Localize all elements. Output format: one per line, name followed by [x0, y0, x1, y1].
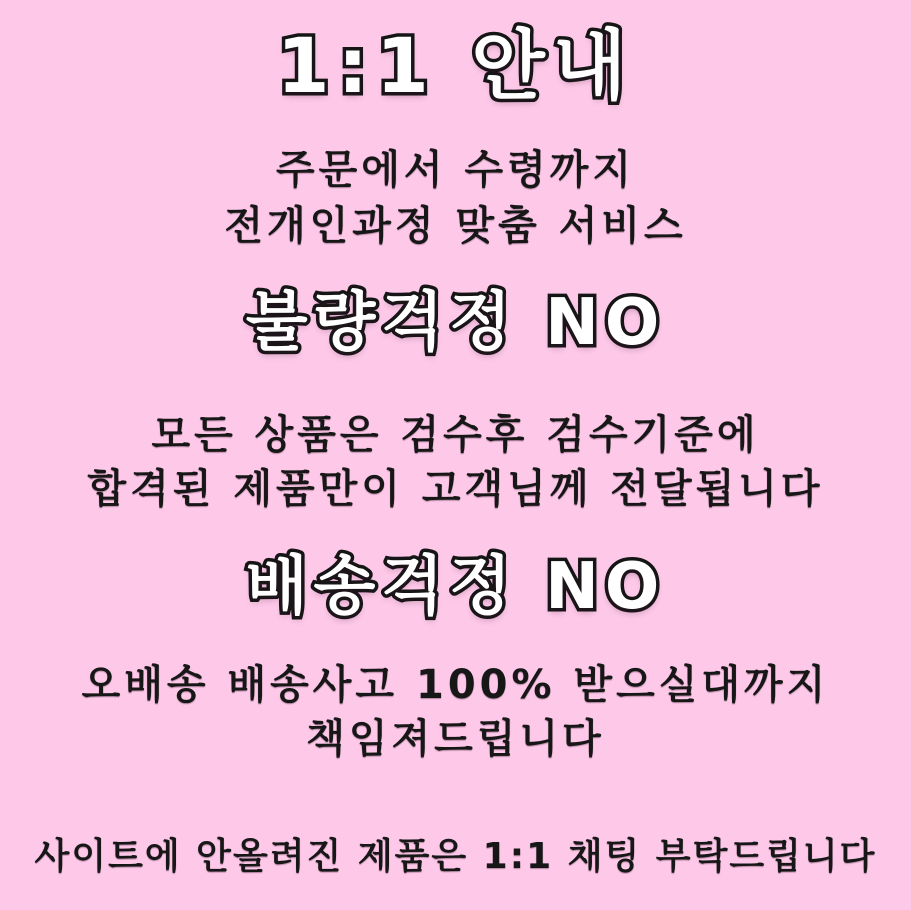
- shipping-body-line-2: 책임져드립니다: [306, 716, 605, 762]
- defect-body-line-2: 합격된 제품만이 고객님께 전달됩니다: [87, 466, 824, 512]
- poster-title: 1:1 안내: [276, 21, 635, 110]
- section-heading-defect: 불량걱정 NO: [245, 286, 666, 360]
- footer-note: 사이트에 안올려진 제품은 1:1 채팅 부탁드립니다: [34, 836, 877, 877]
- section-heading-shipping: 배송걱정 NO: [245, 550, 666, 624]
- section-body-defect: [0, 408, 911, 516]
- defect-body-line-1: 모든 상품은 검수후 검수기준에: [151, 412, 760, 458]
- shipping-body-line-1: 오배송 배송사고 100% 받으실대까지: [81, 662, 830, 708]
- intro-line-2: 전개인과정 맞춤 서비스: [224, 203, 687, 249]
- section-body-shipping: [0, 658, 911, 766]
- intro-line-1: 주문에서 수령까지: [275, 147, 636, 193]
- intro-text: [0, 142, 911, 254]
